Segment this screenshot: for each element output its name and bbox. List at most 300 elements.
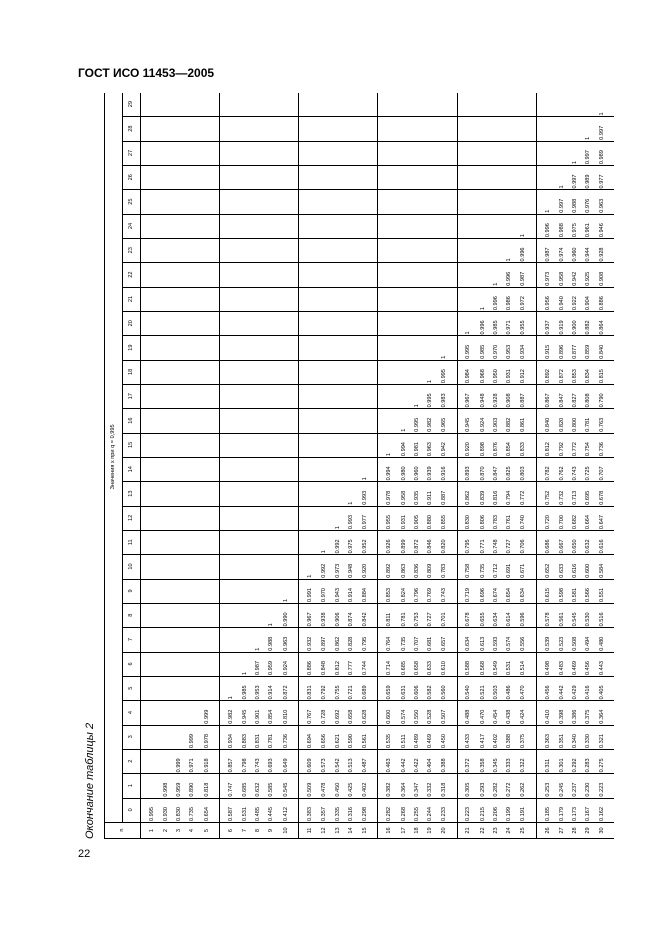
value-cell — [187, 239, 200, 263]
value-cell — [174, 214, 187, 238]
value-cell: 0.961 — [582, 214, 595, 238]
value-cell: 0.272 — [503, 774, 516, 798]
value-cell: 0.333 — [503, 750, 516, 774]
value-cell: 0.445 — [266, 798, 279, 822]
page-number: 22 — [78, 848, 91, 860]
value-cell — [160, 677, 173, 701]
value-cell: 1 — [266, 604, 279, 628]
value-cell — [160, 701, 173, 725]
value-cell: 1 — [279, 579, 299, 603]
value-cell: 1 — [536, 190, 556, 214]
value-cell — [319, 409, 332, 433]
value-cell — [411, 117, 424, 141]
value-cell: 0.994 — [398, 433, 411, 457]
value-cell: 0.808 — [582, 385, 595, 409]
value-cell — [174, 385, 187, 409]
value-cell — [240, 531, 253, 555]
value-cell — [200, 141, 220, 165]
value-cell: 0.798 — [240, 750, 253, 774]
value-cell: 0.764 — [378, 628, 398, 652]
value-cell: 0.560 — [437, 677, 457, 701]
value-cell: 0.469 — [569, 652, 582, 676]
value-cell: 0.795 — [457, 531, 477, 555]
value-cell — [160, 336, 173, 360]
value-cell — [266, 531, 279, 555]
value-cell — [319, 239, 332, 263]
value-cell — [141, 93, 161, 117]
value-cell — [319, 214, 332, 238]
value-cell — [253, 531, 266, 555]
value-cell — [437, 239, 457, 263]
value-cell — [332, 409, 345, 433]
value-cell: 0.442 — [556, 677, 569, 701]
value-cell: 1 — [424, 360, 437, 384]
value-cell: 0.848 — [319, 652, 332, 676]
value-cell — [174, 604, 187, 628]
value-cell: 0.897 — [319, 628, 332, 652]
value-cell: 0.781 — [582, 409, 595, 433]
value-cell — [503, 141, 516, 165]
x-header: 18 — [123, 360, 141, 384]
value-cell — [437, 263, 457, 287]
value-cell: 0.549 — [490, 652, 503, 676]
x-header: 5 — [123, 677, 141, 701]
value-cell — [253, 287, 266, 311]
value-cell — [200, 190, 220, 214]
value-cell — [141, 287, 161, 311]
value-cell — [220, 652, 240, 676]
value-cell: 0.678 — [457, 604, 477, 628]
table-row — [477, 93, 490, 839]
value-cell: 0.568 — [477, 652, 490, 676]
value-cell: 0.755 — [332, 677, 345, 701]
value-cell — [398, 287, 411, 311]
value-cell — [187, 555, 200, 579]
value-cell: 0.671 — [516, 555, 536, 579]
value-cell — [141, 263, 161, 287]
value-cell — [398, 239, 411, 263]
value-cell: 0.839 — [477, 482, 490, 506]
row-n-cell: 14 — [345, 823, 358, 839]
value-cell: 0.783 — [437, 555, 457, 579]
value-cell — [253, 604, 266, 628]
value-cell: 0.792 — [556, 433, 569, 457]
value-cell — [437, 166, 457, 190]
value-cell — [220, 336, 240, 360]
value-cell — [141, 725, 161, 749]
value-cell — [174, 531, 187, 555]
value-cell — [200, 482, 220, 506]
value-cell: 0.996 — [516, 239, 536, 263]
value-cell: 0.980 — [398, 458, 411, 482]
value-cell: 0.989 — [595, 141, 614, 165]
value-cell: 0.996 — [503, 263, 516, 287]
value-cell: 0.588 — [457, 652, 477, 676]
x-header: 29 — [123, 93, 141, 117]
value-cell — [411, 263, 424, 287]
table-row — [378, 93, 398, 839]
value-cell: 0.988 — [556, 214, 569, 238]
value-cell: 0.831 — [253, 725, 266, 749]
value-cell — [220, 458, 240, 482]
value-cell — [378, 385, 398, 409]
value-cell: 0.488 — [457, 701, 477, 725]
value-cell: 0.230 — [582, 774, 595, 798]
value-cell: 0.727 — [424, 604, 437, 628]
value-cell — [253, 336, 266, 360]
value-cell: 0.521 — [477, 677, 490, 701]
value-cell — [299, 287, 319, 311]
value-cell: 0.351 — [556, 725, 569, 749]
value-cell: 0.743 — [569, 458, 582, 482]
value-cell — [556, 141, 569, 165]
value-cell — [174, 287, 187, 311]
value-cell — [160, 725, 173, 749]
value-cell: 0.958 — [556, 263, 569, 287]
value-cell — [240, 385, 253, 409]
value-cell: 0.990 — [279, 604, 299, 628]
value-cell: 0.735 — [398, 628, 411, 652]
n-header: n — [105, 823, 141, 839]
value-cell: 0.989 — [582, 166, 595, 190]
value-cell — [437, 214, 457, 238]
value-cell — [141, 141, 161, 165]
value-cell — [266, 312, 279, 336]
value-cell — [240, 555, 253, 579]
value-cell — [220, 117, 240, 141]
value-cell: 0.883 — [240, 725, 253, 749]
value-cell: 0.872 — [411, 531, 424, 555]
table-row — [279, 93, 299, 839]
value-cell — [187, 482, 200, 506]
value-cell: 0.615 — [536, 579, 556, 603]
value-cell: 0.573 — [319, 750, 332, 774]
value-cell: 0.685 — [240, 774, 253, 798]
value-cell: 0.771 — [477, 531, 490, 555]
value-cell — [477, 93, 490, 117]
value-cell — [398, 93, 411, 117]
value-cell — [332, 117, 345, 141]
value-cell: 0.886 — [595, 287, 614, 311]
value-cell — [299, 93, 319, 117]
value-cell — [319, 312, 332, 336]
value-cell: 0.656 — [319, 725, 332, 749]
value-cell: 0.967 — [299, 604, 319, 628]
value-cell: 1 — [556, 166, 569, 190]
row-n-cell: 28 — [569, 823, 582, 839]
value-cell — [174, 628, 187, 652]
table-row — [457, 93, 477, 839]
value-cell — [490, 117, 503, 141]
value-cell: 0.970 — [490, 336, 503, 360]
value-cell: 0.908 — [595, 263, 614, 287]
value-cell: 0.874 — [345, 604, 358, 628]
value-cell: 0.809 — [424, 555, 437, 579]
value-cell — [240, 287, 253, 311]
value-cell: 0.864 — [595, 312, 614, 336]
value-cell — [477, 239, 490, 263]
x-header: 9 — [123, 579, 141, 603]
value-cell: 0.931 — [503, 360, 516, 384]
value-cell — [279, 458, 299, 482]
value-cell — [187, 117, 200, 141]
value-cell — [220, 385, 240, 409]
value-cell — [279, 117, 299, 141]
value-cell — [378, 141, 398, 165]
value-cell — [266, 93, 279, 117]
x-header: 11 — [123, 531, 141, 555]
value-cell: 0.997 — [556, 190, 569, 214]
value-cell — [220, 312, 240, 336]
value-cell: 0.931 — [398, 506, 411, 530]
value-cell — [378, 287, 398, 311]
value-cell — [279, 336, 299, 360]
value-cell — [160, 579, 173, 603]
value-cell — [174, 141, 187, 165]
table-row — [240, 93, 253, 839]
value-cell: 0.960 — [569, 239, 582, 263]
table-row — [437, 93, 457, 839]
value-cell: 0.810 — [279, 701, 299, 725]
value-cell — [299, 239, 319, 263]
value-cell — [253, 360, 266, 384]
value-cell: 0.997 — [595, 117, 614, 141]
table-row — [536, 93, 556, 839]
value-cell — [299, 214, 319, 238]
value-cell — [187, 287, 200, 311]
value-cell — [187, 604, 200, 628]
value-cell: 0.985 — [240, 677, 253, 701]
value-cell — [279, 433, 299, 457]
value-cell: 0.975 — [569, 214, 582, 238]
value-cell — [141, 360, 161, 384]
value-cell — [516, 117, 536, 141]
value-cell — [424, 239, 437, 263]
value-cell — [220, 628, 240, 652]
row-n-cell: 22 — [477, 823, 490, 839]
value-cell: 0.606 — [411, 677, 424, 701]
value-cell — [424, 336, 437, 360]
value-cell: 0.398 — [556, 701, 569, 725]
value-cell — [358, 214, 378, 238]
value-cell — [279, 141, 299, 165]
value-cell: 0.503 — [490, 677, 503, 701]
value-cell — [253, 93, 266, 117]
value-cell — [516, 141, 536, 165]
value-cell — [174, 652, 187, 676]
value-cell: 0.727 — [503, 531, 516, 555]
value-cell: 0.919 — [556, 312, 569, 336]
value-cell: 0.998 — [160, 774, 173, 798]
value-cell: 0.997 — [582, 141, 595, 165]
value-cell: 0.912 — [516, 360, 536, 384]
value-cell — [160, 531, 173, 555]
value-cell — [345, 239, 358, 263]
value-cell: 0.767 — [299, 701, 319, 725]
value-cell: 0.953 — [253, 677, 266, 701]
value-cell — [200, 579, 220, 603]
row-n-cell: 8 — [253, 823, 266, 839]
value-cell — [200, 604, 220, 628]
value-cell: 1 — [299, 555, 319, 579]
value-cell: 0.582 — [424, 677, 437, 701]
x-header: 23 — [123, 239, 141, 263]
value-cell: 0.514 — [516, 652, 536, 676]
value-cell: 1 — [411, 385, 424, 409]
value-cell: 0.551 — [595, 579, 614, 603]
row-n-cell: 21 — [457, 823, 477, 839]
value-cell — [187, 385, 200, 409]
value-cell: 0.988 — [266, 628, 279, 652]
value-cell — [141, 750, 161, 774]
value-cell: 0.655 — [477, 604, 490, 628]
value-cell — [536, 117, 556, 141]
row-n-cell: 24 — [503, 823, 516, 839]
value-cell: 0.322 — [516, 750, 536, 774]
value-cell: 1 — [457, 312, 477, 336]
value-cell: 0.654 — [200, 798, 220, 822]
value-cell — [141, 677, 161, 701]
value-cell — [424, 312, 437, 336]
value-cell: 0.987 — [536, 239, 556, 263]
value-cell: 1 — [503, 239, 516, 263]
value-cell: 1 — [345, 482, 358, 506]
value-cell — [411, 166, 424, 190]
value-cell: 0.859 — [582, 336, 595, 360]
value-cell: 0.985 — [490, 312, 503, 336]
value-cell — [266, 458, 279, 482]
value-cell: 0.498 — [536, 652, 556, 676]
value-cell — [160, 604, 173, 628]
value-cell — [477, 263, 490, 287]
value-cell — [398, 190, 411, 214]
value-cell: 0.772 — [569, 433, 582, 457]
value-cell: 0.905 — [411, 506, 424, 530]
value-cell — [457, 117, 477, 141]
value-cell: 0.758 — [457, 555, 477, 579]
value-cell: 0.540 — [457, 677, 477, 701]
value-cell: 0.223 — [595, 774, 614, 798]
value-cell: 0.996 — [490, 287, 503, 311]
value-cell — [141, 239, 161, 263]
value-cell: 0.494 — [582, 628, 595, 652]
value-cell: 0.948 — [477, 385, 490, 409]
value-cell: 0.995 — [141, 798, 161, 822]
value-cell: 0.986 — [503, 287, 516, 311]
value-cell — [345, 166, 358, 190]
value-cell — [477, 141, 490, 165]
value-cell: 0.340 — [569, 725, 582, 749]
value-cell — [332, 214, 345, 238]
value-cell — [266, 190, 279, 214]
value-cell — [279, 312, 299, 336]
value-cell — [516, 166, 536, 190]
value-cell: 0.959 — [174, 774, 187, 798]
value-cell: 0.783 — [490, 506, 503, 530]
x-header: 7 — [123, 628, 141, 652]
value-cell — [160, 482, 173, 506]
value-cell: 0.244 — [424, 798, 437, 822]
value-cell — [220, 360, 240, 384]
x-header: 3 — [123, 725, 141, 749]
value-cell — [266, 360, 279, 384]
value-cell: 0.516 — [595, 604, 614, 628]
row-n-cell: 5 — [200, 823, 220, 839]
value-cell: 0.535 — [378, 725, 398, 749]
value-cell: 0.486 — [503, 677, 516, 701]
value-cell: 0.587 — [220, 798, 240, 822]
value-cell — [160, 93, 173, 117]
value-cell — [490, 190, 503, 214]
value-cell — [240, 482, 253, 506]
value-cell — [332, 141, 345, 165]
value-cell — [279, 385, 299, 409]
value-cell: 0.772 — [516, 482, 536, 506]
value-cell: 0.744 — [358, 652, 378, 676]
value-cell — [220, 190, 240, 214]
value-cell: 0.950 — [490, 360, 503, 384]
value-cell: 0.898 — [477, 433, 490, 457]
value-cell: 0.795 — [358, 628, 378, 652]
value-cell: 0.316 — [345, 798, 358, 822]
value-cell — [299, 482, 319, 506]
value-cell — [424, 93, 437, 117]
value-cell — [279, 506, 299, 530]
value-cell: 0.735 — [187, 798, 200, 822]
value-cell — [358, 336, 378, 360]
value-cell — [477, 214, 490, 238]
value-cell: 0.416 — [582, 677, 595, 701]
value-cell — [141, 336, 161, 360]
value-cell — [319, 166, 332, 190]
value-cell — [160, 263, 173, 287]
value-cell — [160, 214, 173, 238]
value-cell: 0.542 — [332, 750, 345, 774]
value-cell — [160, 190, 173, 214]
value-cell — [141, 214, 161, 238]
value-cell: 0.438 — [503, 701, 516, 725]
value-cell: 0.987 — [516, 263, 536, 287]
row-n-cell: 17 — [398, 823, 411, 839]
value-cell: 0.561 — [358, 725, 378, 749]
value-cell: 0.752 — [536, 482, 556, 506]
value-cell: 0.357 — [319, 798, 332, 822]
value-cell: 0.892 — [536, 360, 556, 384]
value-cell: 0.463 — [378, 750, 398, 774]
value-cell: 1 — [220, 677, 240, 701]
table-row — [200, 93, 220, 839]
value-cell — [200, 239, 220, 263]
value-cell: 0.736 — [279, 725, 299, 749]
value-cell: 0.566 — [582, 579, 595, 603]
row-n-cell: 10 — [279, 823, 299, 839]
value-cell — [174, 263, 187, 287]
value-cell: 0.901 — [253, 701, 266, 725]
value-cell: 0.305 — [457, 774, 477, 798]
value-cell: 0.574 — [503, 628, 516, 652]
value-cell — [437, 312, 457, 336]
value-cell — [174, 701, 187, 725]
value-cell: 0.364 — [595, 701, 614, 725]
value-cell: 0.861 — [516, 409, 536, 433]
x-header: 6 — [123, 652, 141, 676]
value-cell: 0.970 — [319, 579, 332, 603]
value-cell — [187, 214, 200, 238]
value-cell — [220, 531, 240, 555]
value-cell: 0.943 — [332, 579, 345, 603]
value-cell: 0.649 — [279, 750, 299, 774]
table-row — [220, 93, 240, 839]
